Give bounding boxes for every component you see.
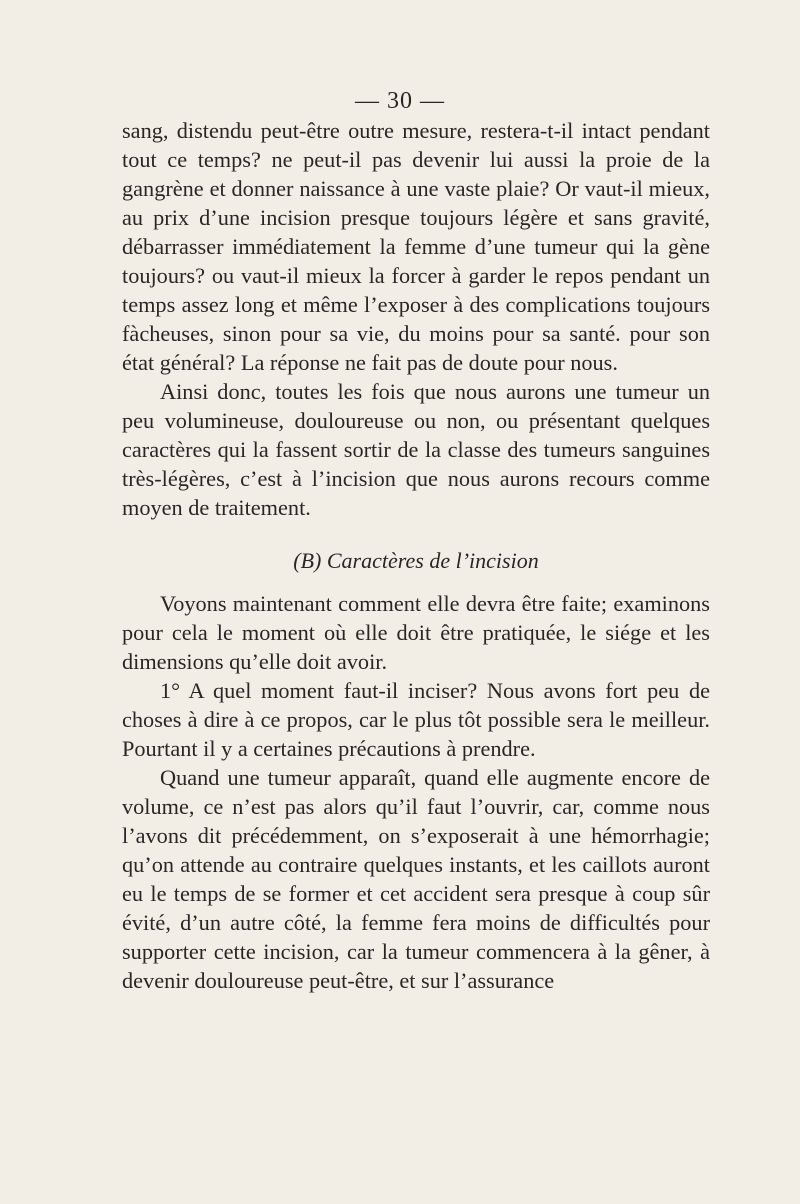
- paragraph-4: 1° A quel moment faut-il inciser? Nous avons fort peu de choses à dire à ce propos, car le plus tôt possible sera le meilleur. Pourtant il y a certaines précautions à prendre.: [122, 678, 710, 761]
- page-number: — 30 —: [355, 88, 445, 114]
- paragraph-3: Voyons maintenant comment elle devra être faite; examinons pour cela le moment où elle doit être pratiquée, le siége et les dimensions qu’elle doit avoir.: [122, 591, 710, 674]
- section-heading: (B) Caractères de l’incision: [293, 548, 539, 573]
- paragraph-2: Ainsi donc, toutes les fois que nous aurons une tumeur un peu volumineuse, douloureuse ou non, ou présentant quelques caractères qui la fassent sortir de la classe des tumeurs sanguines très-légères, c’est à l’incision que nous aurons recours comme moyen de traitement.: [122, 379, 710, 520]
- paragraph-5: Quand une tumeur apparaît, quand elle augmente encore de volume, ce n’est pas alors qu’il faut l’ouvrir, car, comme nous l’avons dit précédemment, on s’exposerait à une hémorrhagie; qu’on attende au contraire quelques instants, et les caillots auront eu le temps de se former et cet accident sera presque à coup sûr évité, d’un autre côté, la femme fera moins de difficultés pour supporter cette incision, car la tumeur commencera à la gêner, à devenir douloureuse peut-être, et sur l’assurance: [122, 765, 710, 993]
- body-text: [122, 116, 710, 995]
- paragraph-1: sang, distendu peut-être outre mesure, restera-t-il intact pendant tout ce temps? ne peut-il pas devenir lui aussi la proie de la gangrène et donner naissance à une vaste plaie? Or vaut-il mieux, au prix d’une incision presque toujours légère et sans gravité, débarrasser immédiatement la femme d’une tumeur qui la gène toujours? ou vaut-il mieux la forcer à garder le repos pendant un temps assez long et même l’exposer à des complications toujours fàcheuses, sinon pour sa vie, du moins pour sa santé. pour son état général? La réponse ne fait pas de doute pour nous.: [122, 118, 710, 375]
